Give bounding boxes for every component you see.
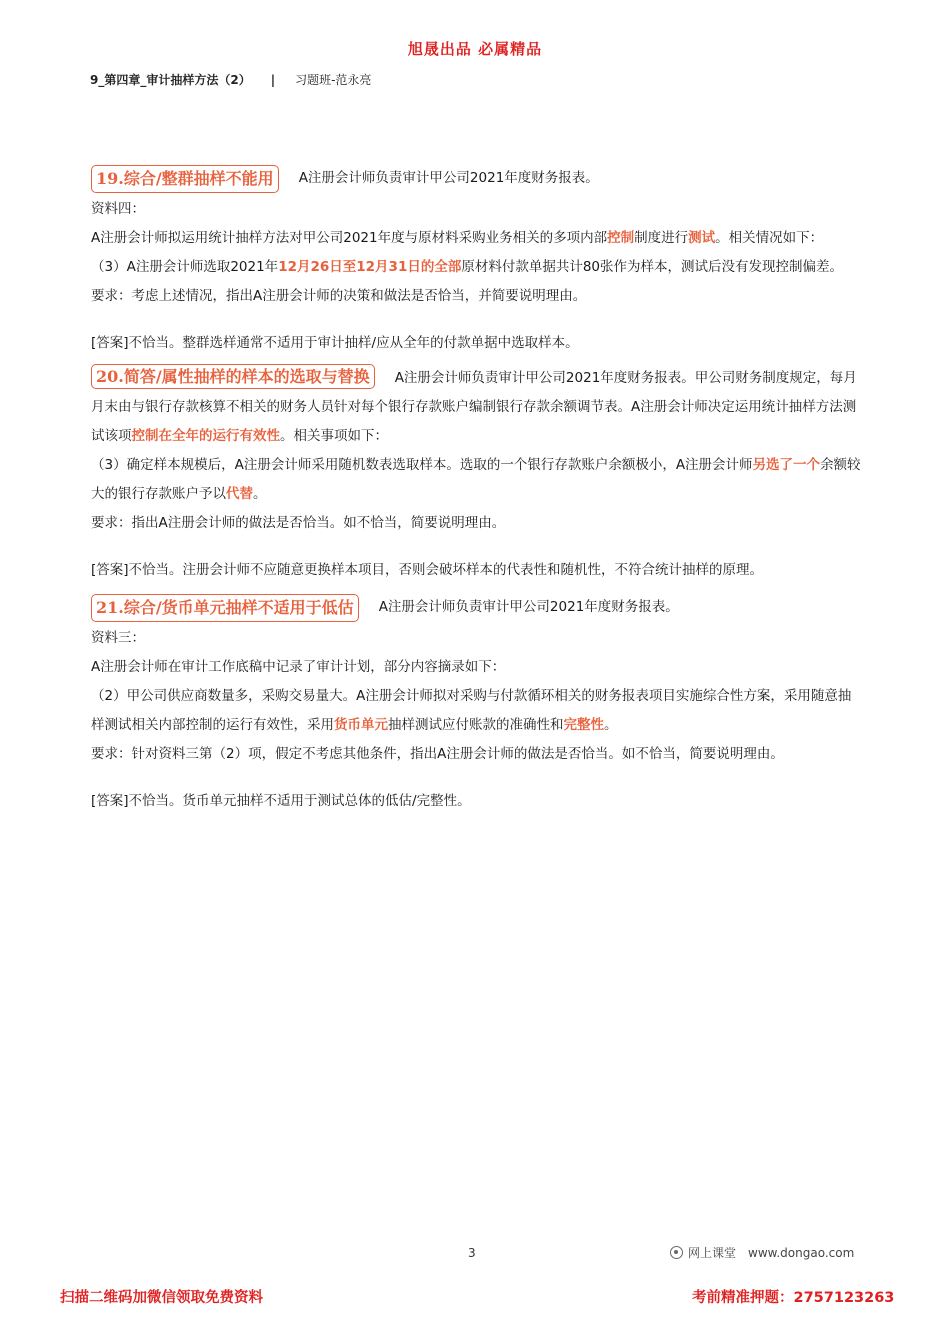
- question-20-requirement: 要求：指出A注册会计师的做法是否恰当。如不恰当，简要说明理由。: [91, 515, 506, 531]
- question-19: [91, 164, 861, 358]
- question-21-header: [91, 593, 861, 622]
- header-separator: |: [270, 72, 276, 87]
- question-20-intro: 20.简答/属性抽样的样本的选取与替换 A注册会计师负责审计甲公司2021年度财务报表。甲公司财务制度规定，每月月末由与银行存款核算不相关的财务人员针对每个银行存款账户编制银行存款余额调节表。A注册会计师决定运用统计抽样方法测试该项控制在全年的运行有效性。相关事项如下：: [91, 364, 861, 451]
- chapter-title: 9_第四章_审计抽样方法（2）: [90, 73, 251, 87]
- highlight-control: 控制: [607, 230, 635, 246]
- page-number: 3: [468, 1246, 476, 1260]
- question-19-material-label: 资料四：: [91, 201, 145, 217]
- question-21-paragraph-1: A注册会计师在审计工作底稿中记录了审计计划，部分内容摘录如下：: [91, 659, 506, 675]
- document-body: [91, 164, 861, 816]
- highlight-full-year-effectiveness: 控制在全年的运行有效性: [131, 428, 280, 444]
- footer-domain: www.dongao.com: [748, 1245, 855, 1260]
- highlight-monetary-unit: 货币单元: [334, 717, 388, 733]
- question-21-requirement: 要求：针对资料三第（2）项，假定不考虑其他条件，指出A注册会计师的做法是否恰当。如不恰当，简要说明理由。: [91, 746, 784, 762]
- question-21-material-label: 资料三：: [91, 630, 145, 646]
- question-19-paragraph-2: （3）A注册会计师选取2021年12月26日至12月31日的全部原材料付款单据共计80张作为样本，测试后没有发现控制偏差。: [91, 259, 844, 275]
- promo-right: 考前精准押题：2757123263: [692, 1290, 895, 1306]
- question-19-requirement: 要求：考虑上述情况，指出A注册会计师的决策和做法是否恰当，并简要说明理由。: [91, 288, 587, 304]
- question-19-answer: [答案]不恰当。整群选样通常不适用于审计抽样/应从全年的付款单据中选取样本。: [91, 335, 579, 351]
- question-19-header: [91, 164, 861, 193]
- question-21: [91, 593, 861, 816]
- question-19-intro: A注册会计师负责审计甲公司2021年度财务报表。: [298, 170, 599, 186]
- question-21-answer: [答案]不恰当。货币单元抽样不适用于测试总体的低估/完整性。: [91, 793, 471, 809]
- footer-logo-text: 网上课堂: [688, 1246, 737, 1260]
- running-header: [90, 71, 371, 88]
- question-19-paragraph-1: A注册会计师拟运用统计抽样方法对甲公司2021年度与原材料采购业务相关的多项内部控制制度进行测试。相关情况如下：: [91, 230, 824, 246]
- course-name: 习题班-范永亮: [295, 73, 372, 87]
- promo-left: 扫描二维码加微信领取免费资料: [60, 1290, 263, 1306]
- question-19-tag: 19.综合/整群抽样不能用: [91, 165, 279, 193]
- question-20-answer: [答案]不恰当。注册会计师不应随意更换样本项目，否则会破坏样本的代表性和随机性，不符合统计抽样的原理。: [91, 562, 764, 578]
- highlight-date-range: 12月26日至12月31日的全部: [278, 259, 462, 275]
- page-banner: 旭晟出品 必属精品: [407, 40, 543, 58]
- question-21-tag: 21.综合/货币单元抽样不适用于低估: [91, 594, 359, 622]
- highlight-replace: 代替: [226, 486, 253, 502]
- question-20: [91, 364, 861, 585]
- question-20-tag: 20.简答/属性抽样的样本的选取与替换: [91, 364, 375, 389]
- footer-brand: [670, 1244, 854, 1261]
- dongao-logo-icon: [670, 1246, 683, 1259]
- question-20-paragraph-1: （3）确定样本规模后，A注册会计师采用随机数表选取样本。选取的一个银行存款账户余额极小，A注册会计师另选了一个余额较大的银行存款账户予以代替。: [91, 457, 861, 502]
- highlight-selected-another: 另选了一个: [752, 457, 821, 473]
- highlight-completeness: 完整性: [563, 717, 604, 733]
- question-21-intro: A注册会计师负责审计甲公司2021年度财务报表。: [378, 599, 679, 615]
- question-21-paragraph-2: （2）甲公司供应商数量多，采购交易量大。A注册会计师拟对采购与付款循环相关的财务报表项目实施综合性方案，采用随意抽样测试相关内部控制的运行有效性，采用货币单元抽样测试应付账款的准确性和完整性。: [91, 688, 852, 733]
- highlight-test: 测试: [688, 230, 716, 246]
